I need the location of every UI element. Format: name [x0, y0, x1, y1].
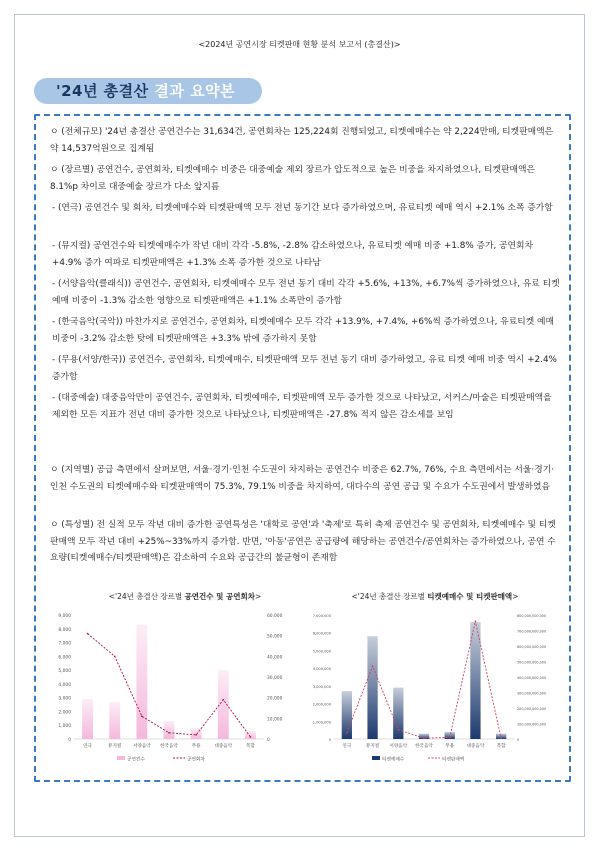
sub-classical: - (서양음악(클래식)) 공연건수, 공연회차, 티켓예매수 모두 전년 동기 대비 각각 +5.6%, +13%, +6.7%씩 증가하였으나, 유료 티켓예매 비중이 -1.3% 감소한 영향으로 티켓판매액은 +1.1% 소폭만이 증가함 — [52, 279, 560, 306]
c2-yright-tick: 800,000,000,000 — [517, 614, 547, 618]
c1-line-point — [195, 734, 197, 736]
c1-x-tick: 한국음악 — [160, 744, 178, 749]
c2-yright-tick: 400,000,000,000 — [517, 676, 547, 680]
c2-yright-tick: 100,000,000,000 — [517, 722, 547, 727]
c2-yleft-tick: 7,000,000 — [312, 614, 331, 618]
sub-dance: - (무용(서양/한국)) 공연건수, 공연회차, 티켓예매수, 티켓판매액 모두 전년 동기 대비 증가하였고, 유료 티켓 예매 비중 역시 +2.4% 증가함 — [52, 355, 557, 382]
c1-yright-tick: 50,000 — [267, 634, 283, 640]
c1-yleft-tick: 0 — [68, 738, 71, 743]
c2-yright-tick: 300,000,000,000 — [517, 691, 547, 696]
c1-yleft-tick: 8,000 — [58, 627, 71, 633]
sub-korean-music: - (한국음악(국악)) 마찬가지로 공연건수, 공연회차, 티켓예매수 모두 각각 +13.9%, +7.4%, +6%씩 증가하였으나, 유료티켓 예매 비중이 -3.2% 감소한 탓에 티켓판매액은 +3.3% 밖에 증가하지 못함 — [52, 317, 555, 344]
c2-legend-bar-label: 티켓예매수 — [382, 757, 405, 763]
c1-yright-tick: 40,000 — [267, 655, 283, 661]
para-genre: ㅇ (장르별) 공연건수, 공연회차, 티켓예매수 비중은 대중예술 제외 장르가 압도적으로 높은 비중을 차지하였으나, 티켓판매액은 8.1%p 차이로 대중예술 장르가 다소 앞지름 — [50, 165, 535, 192]
c2-x-tick: 서양음악 — [389, 744, 408, 749]
document-header: <2024년 공연시장 티켓판매 현황 분석 보고서 (총결산)> — [198, 40, 401, 49]
chart2-tickets — [302, 605, 562, 770]
c1-bar — [245, 731, 256, 739]
chart2-title-post: > — [512, 592, 519, 601]
c1-line-point — [87, 633, 89, 635]
c2-x-tick: 연극 — [342, 744, 352, 749]
c1-yleft-tick: 1,000 — [58, 724, 71, 730]
c1-legend-bar-swatch — [117, 756, 125, 760]
c2-legend-bar-swatch — [372, 756, 380, 760]
c1-yright-tick: 30,000 — [267, 676, 283, 681]
c2-x-tick: 뮤지컬 — [365, 744, 380, 749]
section-title-main: '24년 총결산 — [56, 82, 149, 100]
c2-yleft-tick: 4,000,000 — [312, 667, 331, 672]
c2-line-point — [346, 732, 348, 734]
c1-yleft-tick: 2,000 — [58, 710, 71, 716]
c2-x-tick: 대중음악 — [466, 744, 485, 749]
c2-bar — [367, 636, 377, 739]
c1-line-point — [222, 699, 224, 701]
c2-line-point — [397, 729, 399, 731]
chart2-title-pre: <'24년 총결산 장르별 — [351, 592, 428, 601]
c1-x-tick: 대중음악 — [214, 744, 233, 749]
section-title — [34, 78, 262, 104]
c1-bar — [109, 702, 120, 739]
c1-line-point — [141, 715, 143, 717]
c2-yleft-tick: 0 — [328, 738, 331, 742]
chart1-title-bold: 공연건수 및 공연회차 — [184, 592, 255, 601]
c1-yleft-tick: 9,000 — [58, 614, 71, 619]
para-overall: ㅇ (전체규모) '24년 총결산 공연건수는 31,634건, 공연회차는 125,224회 진행되었고, 티켓예매수는 약 2,224만매, 티켓판매액은 약 14,537억원으로 집계됨 — [50, 127, 554, 154]
c2-x-tick: 무용 — [445, 744, 455, 749]
c2-yleft-tick: 3,000,000 — [312, 684, 331, 689]
c1-yleft-tick: 4,000 — [58, 682, 71, 688]
c2-x-tick: 한국음악 — [415, 744, 433, 749]
c1-bar — [164, 721, 175, 739]
c2-yleft-tick: 2,000,000 — [312, 702, 331, 707]
c2-line-point — [423, 737, 425, 739]
c2-line-point — [500, 737, 502, 739]
c1-x-tick: 뮤지컬 — [108, 744, 122, 749]
c1-x-tick: 복합 — [245, 744, 255, 749]
c2-yright-tick: 0 — [517, 738, 520, 742]
chart1-title-pre: <'24년 총결산 장르별 — [108, 592, 185, 601]
c1-legend-line-label: 공연회차 — [187, 757, 205, 763]
c1-line-point — [114, 656, 116, 658]
c2-yright-tick: 500,000,000,000 — [517, 660, 547, 665]
c2-yleft-tick: 6,000,000 — [312, 631, 331, 636]
c1-legend-bar-label: 공연건수 — [127, 757, 145, 763]
c2-yright-tick: 600,000,000,000 — [517, 645, 547, 649]
c1-bar — [82, 699, 93, 739]
c1-yleft-tick: 3,000 — [58, 696, 71, 702]
c2-x-tick: 복합 — [496, 744, 506, 749]
chart1-title — [70, 591, 300, 602]
c1-bar — [191, 728, 202, 739]
chart2-title — [320, 591, 550, 602]
sub-popular-art: - (대중예술) 대중음악만이 공연건수, 공연회차, 티켓예매수, 티켓판매액 모두 증가한 것으로 나타났고, 서커스/마술은 티켓판매액을 제외한 모든 지표가 전년 대비 증가한 것으로 나타났으나, 티켓판매액은 -27.8% 적지 않은 감소세를 보임 — [52, 393, 552, 420]
para-region: ㅇ (지역별) 공급 측면에서 살펴보면, 서울·경기·인천 수도권이 차지하는 공연건수 비중은 62.7%, 76%, 수요 측면에서는 서울·경기·인천 수도권의 티켓예매수와 티켓판매액이 75.3%, 79.1% 비중을 차지하여, 대다수의 공연 공급 및 수요가 수도권에서 발생하였음 — [50, 465, 554, 492]
c1-line-point — [250, 736, 252, 738]
c1-yleft-tick: 7,000 — [58, 641, 71, 647]
sub-theatre: - (연극) 공연건수 및 회차, 티켓예매수와 티켓판매액 모두 전년 동기간 보다 증가하였으며, 유료티켓 예매 역시 +2.1% 소폭 증가함 — [52, 203, 553, 213]
c2-yright-tick: 200,000,000,000 — [517, 707, 547, 711]
c2-line-point — [449, 737, 451, 739]
sub-musical: - (뮤지컬) 공연건수와 티켓예매수가 작년 대비 각각 -5.8%, -2.8% 감소하였으나, 유료티켓 예매 비중 +1.8% 증가, 공연회차 +4.9% 증가 여파로 티켓판매액은 +1.3% 소폭 증가한 것으로 나타남 — [52, 241, 534, 268]
c2-yleft-tick: 1,000,000 — [312, 720, 331, 725]
c1-x-tick: 연극 — [83, 744, 93, 749]
c1-yleft-tick: 6,000 — [58, 655, 71, 661]
c1-yright-tick: 20,000 — [267, 696, 283, 702]
chart2-title-bold: 티켓예매수 및 티켓판매액 — [427, 592, 513, 601]
c1-bar — [136, 625, 147, 739]
c2-line-point — [372, 665, 374, 667]
c1-x-tick: 서양음악 — [132, 744, 151, 749]
c2-line-point — [475, 620, 477, 622]
c1-yright-tick: 60,000 — [267, 614, 283, 619]
c1-line-point — [168, 732, 170, 734]
c1-yleft-tick: 5,000 — [58, 669, 71, 675]
para-characteristics: ㅇ (특성별) 전 실적 모두 작년 대비 증가한 공연특성은 '대학로 공연'과 '축제'로 특히 축제 공연건수 및 공연회차, 티켓예매수 및 티켓판매액 모두 작년 대비 +25%~33%까지 증가함. 반면, '아동'공연은 공급량에 해당하는 공연건수/공연회차는 증가하였으나, 공연 수요량(티켓예매수/티켓판매액)은 감소하여 수요와 공급간의 불균형이 존재함 — [50, 520, 556, 563]
chart1-title-post: > — [254, 592, 262, 601]
c2-legend-line-label: 티켓판매액 — [442, 757, 465, 763]
c1-yright-tick: 0 — [267, 738, 270, 743]
c2-yleft-tick: 5,000,000 — [312, 649, 331, 654]
c1-x-tick: 무용 — [191, 744, 201, 749]
section-title-sub: 결과 요약본 — [148, 82, 236, 100]
c2-yright-tick: 700,000,000,000 — [517, 629, 547, 634]
c1-yright-tick: 10,000 — [267, 717, 283, 723]
chart1-performances — [52, 605, 292, 770]
